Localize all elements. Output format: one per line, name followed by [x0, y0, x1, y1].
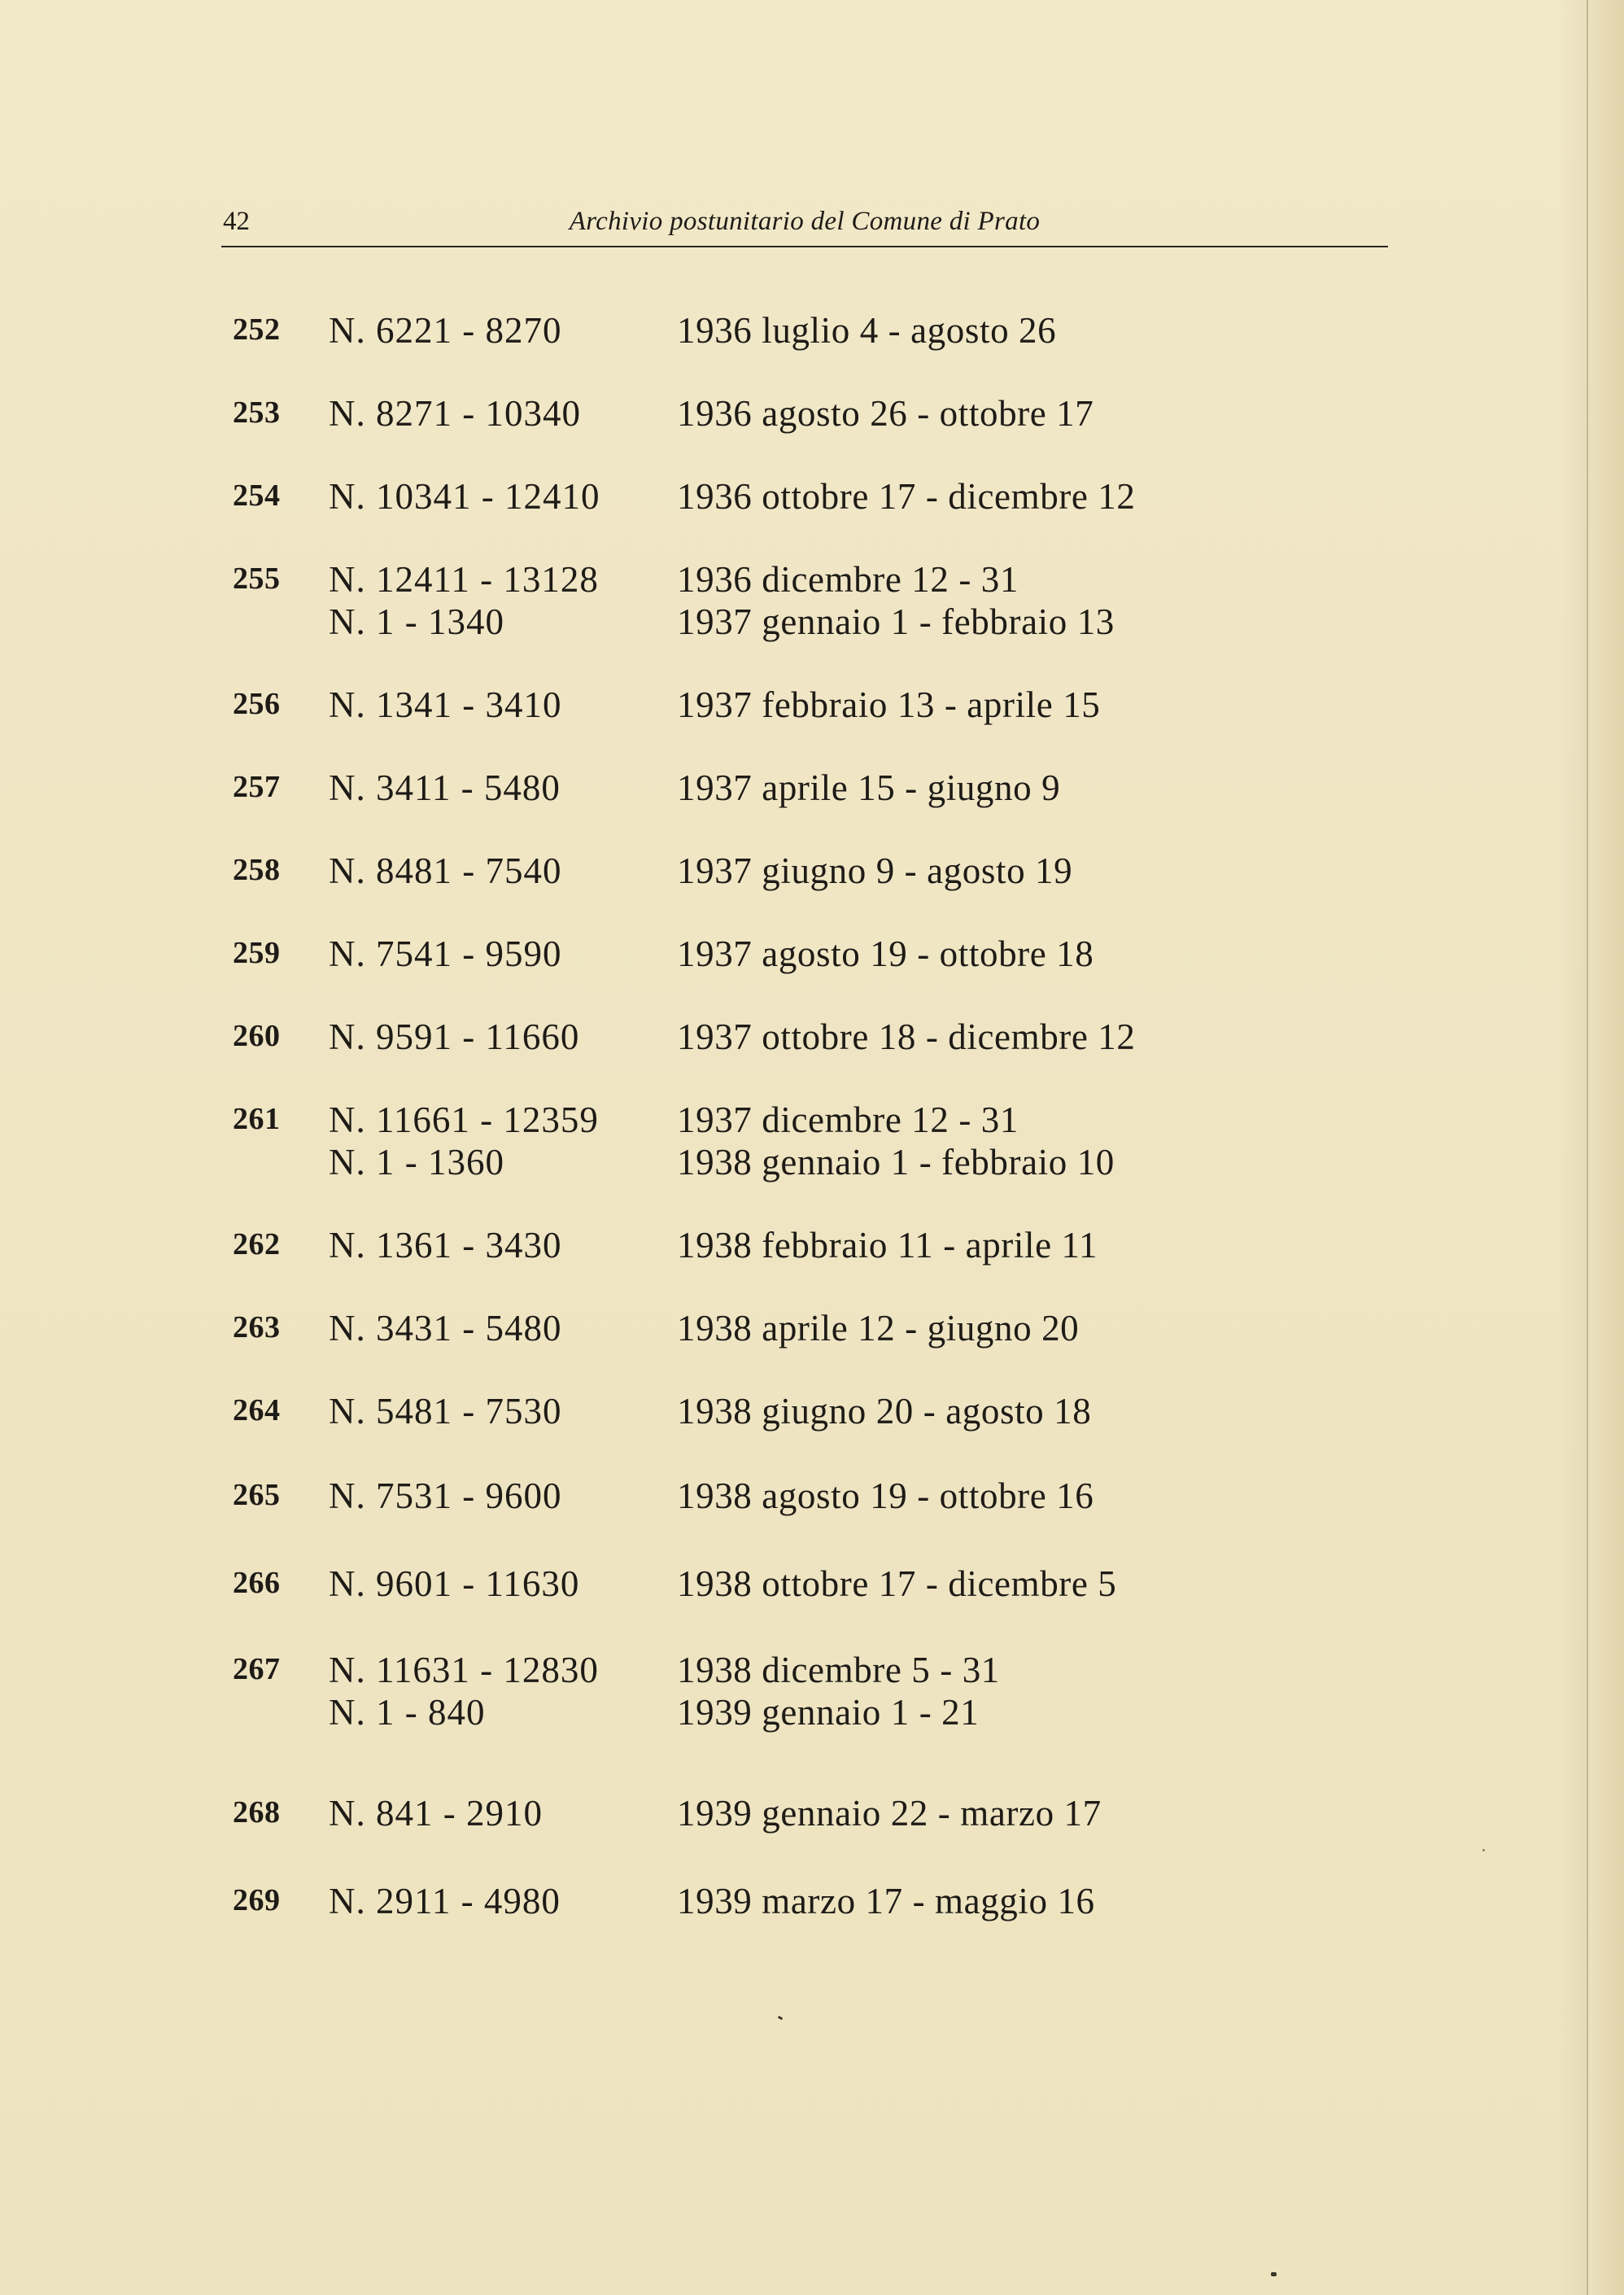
entry-number: 255: [233, 562, 281, 596]
entry-number: 253: [233, 396, 281, 430]
ink-speck: [1482, 1849, 1485, 1851]
date-range: 1939 gennaio 1 - 21: [677, 1692, 980, 1733]
protocol-range: N. 10341 - 12410: [329, 476, 600, 517]
entry-line: [0, 850, 1624, 894]
protocol-range: N. 7531 - 9600: [329, 1475, 562, 1516]
entry-line: [0, 933, 1624, 977]
entry-line: [0, 1691, 1624, 1735]
protocol-range: N. 1 - 1360: [329, 1142, 504, 1182]
entry-line: [0, 684, 1624, 728]
entry-number: 268: [233, 1795, 281, 1829]
entry-number: 252: [233, 313, 281, 347]
entry-number: 264: [233, 1393, 281, 1427]
entry-number: 256: [233, 687, 281, 721]
date-range: 1937 gennaio 1 - febbraio 13: [677, 601, 1115, 642]
entry-number: 254: [233, 479, 281, 513]
date-range: 1938 dicembre 5 - 31: [677, 1650, 1000, 1690]
protocol-range: N. 11631 - 12830: [329, 1650, 599, 1690]
entry-line: [0, 1880, 1624, 1924]
protocol-range: N. 841 - 2910: [329, 1793, 543, 1834]
protocol-range: N. 3411 - 5480: [329, 767, 561, 808]
running-title: Archivio postunitario del Comune di Prato: [569, 207, 1041, 236]
entry-number: 258: [233, 853, 281, 887]
protocol-range: N. 6221 - 8270: [329, 310, 562, 351]
date-range: 1937 agosto 19 - ottobre 18: [677, 933, 1094, 974]
entry-line: [0, 392, 1624, 436]
entry-number: 261: [233, 1102, 281, 1136]
date-range: 1936 luglio 4 - agosto 26: [677, 310, 1057, 351]
entry-number: 263: [233, 1310, 281, 1344]
date-range: 1939 marzo 17 - maggio 16: [677, 1881, 1095, 1921]
ink-speck: [1271, 2272, 1277, 2276]
date-range: 1938 aprile 12 - giugno 20: [677, 1308, 1080, 1349]
entry-line: [0, 558, 1624, 602]
date-range: 1938 febbraio 11 - aprile 11: [677, 1225, 1098, 1266]
protocol-range: N. 1 - 1340: [329, 601, 504, 642]
date-range: 1936 ottobre 17 - dicembre 12: [677, 476, 1136, 517]
entry-line: [0, 475, 1624, 519]
protocol-range: N. 11661 - 12359: [329, 1099, 599, 1140]
entry-line: [0, 1224, 1624, 1268]
entry-line: [0, 1649, 1624, 1693]
date-range: 1937 dicembre 12 - 31: [677, 1099, 1019, 1140]
entry-number: 267: [233, 1652, 281, 1686]
entry-line: [0, 767, 1624, 811]
entry-line: [0, 1141, 1624, 1185]
protocol-range: N. 2911 - 4980: [329, 1881, 561, 1921]
date-range: 1938 gennaio 1 - febbraio 10: [677, 1142, 1115, 1182]
entry-line: [0, 1307, 1624, 1351]
entry-line: [0, 1563, 1624, 1606]
entry-line: [0, 601, 1624, 645]
date-range: 1938 giugno 20 - agosto 18: [677, 1391, 1092, 1432]
date-range: 1937 aprile 15 - giugno 9: [677, 767, 1061, 808]
date-range: 1937 ottobre 18 - dicembre 12: [677, 1016, 1136, 1057]
entry-line: [0, 1390, 1624, 1434]
protocol-range: N. 7541 - 9590: [329, 933, 562, 974]
entry-number: 269: [233, 1883, 281, 1917]
entry-number: 265: [233, 1478, 281, 1512]
date-range: 1936 dicembre 12 - 31: [677, 559, 1019, 600]
entry-number: 259: [233, 936, 281, 970]
entry-line: [0, 1475, 1624, 1519]
page-number: 42: [223, 207, 250, 236]
date-range: 1937 giugno 9 - agosto 19: [677, 850, 1073, 891]
date-range: 1939 gennaio 22 - marzo 17: [677, 1793, 1102, 1834]
entry-number: 260: [233, 1019, 281, 1053]
protocol-range: N. 1341 - 3410: [329, 684, 562, 725]
entry-line: [0, 1792, 1624, 1836]
protocol-range: N. 9601 - 11630: [329, 1563, 580, 1604]
protocol-range: N. 9591 - 11660: [329, 1016, 580, 1057]
entry-number: 262: [233, 1227, 281, 1261]
date-range: 1936 agosto 26 - ottobre 17: [677, 393, 1094, 434]
protocol-range: N. 12411 - 13128: [329, 559, 599, 600]
entry-number: 266: [233, 1566, 281, 1600]
protocol-range: N. 3431 - 5480: [329, 1308, 562, 1349]
protocol-range: N. 8271 - 10340: [329, 393, 581, 434]
entry-line: [0, 309, 1624, 353]
entry-line: [0, 1016, 1624, 1060]
protocol-range: N. 1 - 840: [329, 1692, 486, 1733]
protocol-range: N. 1361 - 3430: [329, 1225, 562, 1266]
date-range: 1938 ottobre 17 - dicembre 5: [677, 1563, 1117, 1604]
date-range: 1938 agosto 19 - ottobre 16: [677, 1475, 1094, 1516]
date-range: 1937 febbraio 13 - aprile 15: [677, 684, 1101, 725]
protocol-range: N. 8481 - 7540: [329, 850, 562, 891]
entry-number: 257: [233, 770, 281, 804]
entry-line: [0, 1099, 1624, 1143]
protocol-range: N. 5481 - 7530: [329, 1391, 562, 1432]
